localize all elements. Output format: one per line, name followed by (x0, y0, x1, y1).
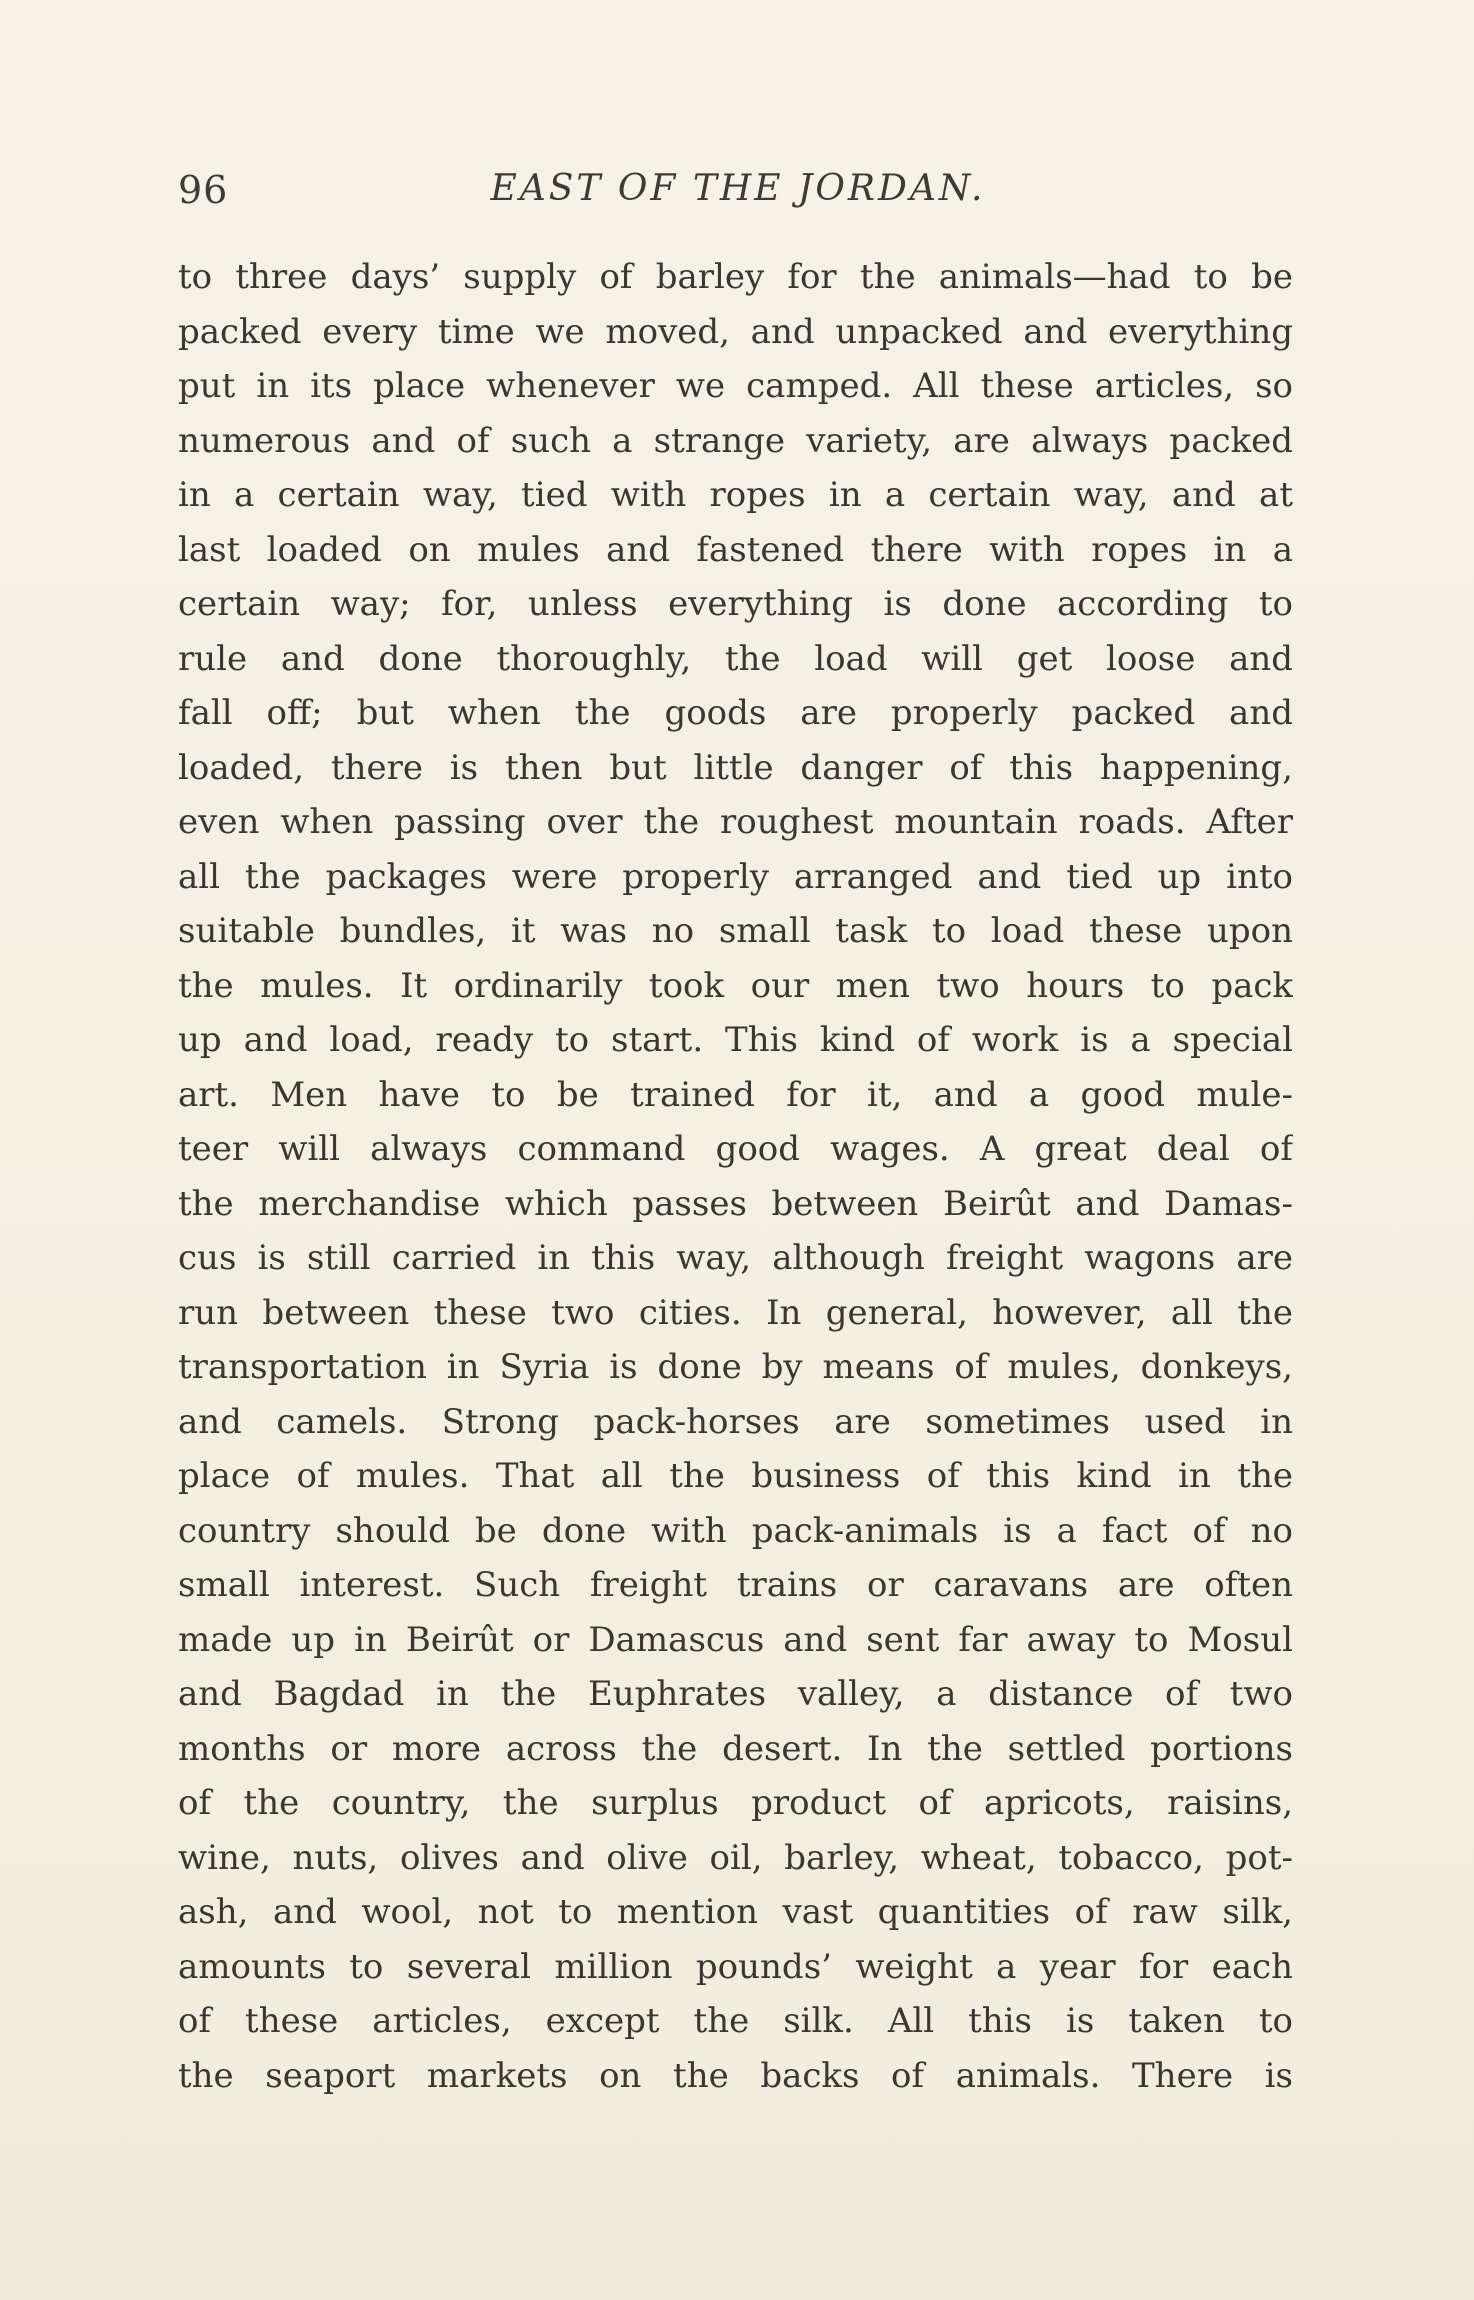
text-line: fall off; but when the goods are properly packed and (178, 693, 1293, 733)
text-line: small interest. Such freight trains or caravans are often (178, 1565, 1293, 1605)
text-line: in a certain way, tied with ropes in a certain way, and at (178, 475, 1293, 515)
text-line: packed every time we moved, and unpacked and everything (178, 311, 1293, 352)
text-line: ash, and wool, not to mention vast quantities of raw silk, (178, 1892, 1293, 1932)
text-line: loaded, there is then but little danger of this happening, (178, 747, 1293, 788)
text-line: transportation in Syria is done by means of mules, donkeys, (178, 1347, 1293, 1387)
text-line: and camels. Strong pack-horses are sometimes used in (178, 1401, 1293, 1442)
text-line: run between these two cities. In general, however, all the (178, 1292, 1293, 1333)
text-line: cus is still carried in this way, although freight wagons are (178, 1238, 1293, 1278)
page-number: 96 (178, 168, 229, 212)
text-line: place of mules. That all the business of this kind in the (178, 1456, 1293, 1496)
text-line: teer will always command good wages. A great deal of (178, 1129, 1293, 1169)
running-head (178, 168, 1298, 228)
text-line: all the packages were properly arranged and tied up into (178, 856, 1293, 897)
text-line: even when passing over the roughest mountain roads. After (178, 802, 1293, 842)
text-line: of the country, the surplus product of apricots, raisins, (178, 1783, 1293, 1823)
text-line: made up in Beirût or Damascus and sent far away to Mosul (178, 1619, 1293, 1660)
text-line: wine, nuts, olives and olive oil, barley, wheat, tobacco, pot- (178, 1837, 1293, 1878)
text-line: up and load, ready to start. This kind of work is a special (178, 1020, 1293, 1060)
text-line: months or more across the desert. In the settled portions (178, 1728, 1293, 1769)
text-line: numerous and of such a strange variety, are always packed (178, 420, 1293, 461)
text-line: country should be done with pack-animals is a fact of no (178, 1510, 1293, 1551)
text-line: the merchandise which passes between Beirût and Damas- (178, 1183, 1293, 1224)
body-text (178, 250, 1293, 2103)
text-line: to three days’ supply of barley for the animals—had to be (178, 257, 1293, 297)
text-line: put in its place whenever we camped. All these articles, so (178, 366, 1293, 406)
text-line: and Bagdad in the Euphrates valley, a distance of two (178, 1674, 1293, 1714)
running-title: EAST OF THE JORDAN. (490, 168, 986, 209)
text-line: art. Men have to be trained for it, and a good mule- (178, 1074, 1293, 1115)
text-line: last loaded on mules and fastened there with ropes in a (178, 529, 1293, 570)
text-line: rule and done thoroughly, the load will get loose and (178, 638, 1293, 679)
text-line: the mules. It ordinarily took our men two hours to pack (178, 965, 1293, 1006)
text-line: suitable bundles, it was no small task to load these upon (178, 911, 1293, 951)
text-line: certain way; for, unless everything is done according to (178, 584, 1293, 624)
text-line: of these articles, except the silk. All this is taken to (178, 2001, 1293, 2041)
text-line: amounts to several million pounds’ weight a year for each (178, 1946, 1293, 1987)
text-line: the seaport markets on the backs of animals. There is (178, 2055, 1293, 2096)
